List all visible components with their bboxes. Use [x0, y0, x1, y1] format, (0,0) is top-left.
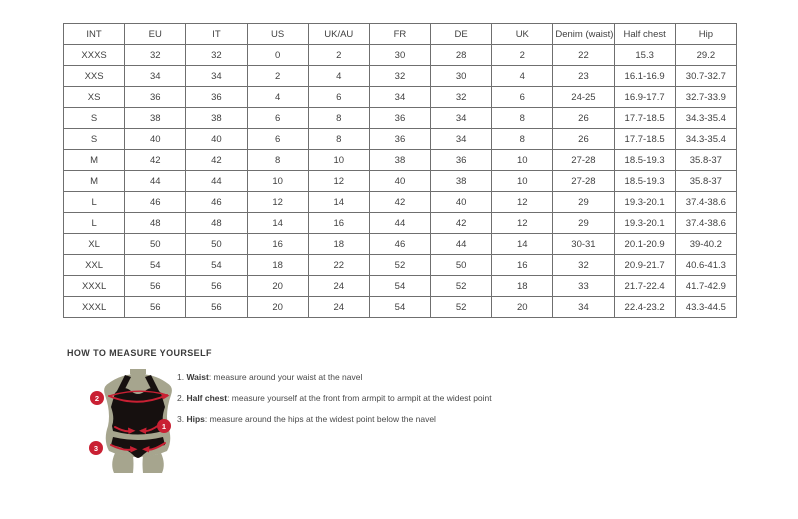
size-value-cell: 8: [308, 108, 369, 129]
size-value-cell: 46: [369, 234, 430, 255]
size-value-cell: 48: [125, 213, 186, 234]
size-value-cell: 29.2: [675, 45, 736, 66]
size-value-cell: 40: [369, 171, 430, 192]
size-value-cell: 56: [125, 276, 186, 297]
table-row: [64, 276, 737, 297]
size-value-cell: 20: [247, 276, 308, 297]
size-value-cell: 22: [553, 45, 614, 66]
size-value-cell: 56: [125, 297, 186, 318]
size-value-cell: 23: [553, 66, 614, 87]
size-label-cell: XS: [64, 87, 125, 108]
table-row: [64, 192, 737, 213]
size-value-cell: 36: [369, 108, 430, 129]
size-value-cell: 16: [492, 255, 553, 276]
size-value-cell: 21.7-22.4: [614, 276, 675, 297]
size-value-cell: 18: [492, 276, 553, 297]
size-label-cell: XL: [64, 234, 125, 255]
size-value-cell: 15.3: [614, 45, 675, 66]
size-value-cell: 20: [492, 297, 553, 318]
size-value-cell: 6: [247, 129, 308, 150]
size-value-cell: 44: [186, 171, 247, 192]
size-label-cell: XXXL: [64, 297, 125, 318]
size-value-cell: 10: [308, 150, 369, 171]
size-value-cell: 42: [431, 213, 492, 234]
size-value-cell: 16.9-17.7: [614, 87, 675, 108]
size-value-cell: 12: [308, 171, 369, 192]
size-value-cell: 52: [431, 297, 492, 318]
size-value-cell: 56: [186, 297, 247, 318]
size-value-cell: 40: [125, 129, 186, 150]
chest-badge-number: 2: [94, 393, 100, 403]
size-value-cell: 10: [492, 171, 553, 192]
size-value-cell: 38: [125, 108, 186, 129]
size-value-cell: 20: [247, 297, 308, 318]
table-row: [64, 129, 737, 150]
size-table: [63, 23, 737, 318]
size-label-cell: L: [64, 213, 125, 234]
size-value-cell: 35.8-37: [675, 150, 736, 171]
size-value-cell: 36: [125, 87, 186, 108]
size-value-cell: 2: [247, 66, 308, 87]
size-value-cell: 34.3-35.4: [675, 108, 736, 129]
step-label: Hips: [186, 414, 205, 424]
size-value-cell: 6: [247, 108, 308, 129]
size-value-cell: 12: [247, 192, 308, 213]
size-value-cell: 46: [186, 192, 247, 213]
size-value-cell: 34: [553, 297, 614, 318]
size-value-cell: 14: [247, 213, 308, 234]
size-value-cell: 24: [308, 276, 369, 297]
measure-step: [177, 414, 517, 425]
size-value-cell: 42: [186, 150, 247, 171]
size-value-cell: 20.9-21.7: [614, 255, 675, 276]
step-number: 2.: [177, 393, 187, 403]
size-label-cell: XXXS: [64, 45, 125, 66]
size-value-cell: 40: [431, 192, 492, 213]
size-value-cell: 34.3-35.4: [675, 129, 736, 150]
size-value-cell: 56: [186, 276, 247, 297]
column-header: DE: [431, 24, 492, 45]
size-value-cell: 16.1-16.9: [614, 66, 675, 87]
size-value-cell: 10: [492, 150, 553, 171]
step-number: 3.: [177, 414, 187, 424]
size-value-cell: 54: [369, 276, 430, 297]
size-value-cell: 52: [431, 276, 492, 297]
size-value-cell: 24: [308, 297, 369, 318]
step-text: : measure around your waist at the navel: [208, 372, 363, 382]
size-value-cell: 18.5-19.3: [614, 150, 675, 171]
size-value-cell: 32: [186, 45, 247, 66]
size-value-cell: 14: [492, 234, 553, 255]
size-label-cell: XXL: [64, 255, 125, 276]
size-value-cell: 38: [431, 171, 492, 192]
measure-heading: HOW TO MEASURE YOURSELF: [67, 348, 212, 358]
size-value-cell: 16: [308, 213, 369, 234]
size-label-cell: L: [64, 192, 125, 213]
measure-step: [177, 372, 517, 383]
size-value-cell: 33: [553, 276, 614, 297]
table-row: [64, 297, 737, 318]
size-value-cell: 2: [492, 45, 553, 66]
size-table-header: [64, 24, 737, 45]
size-label-cell: M: [64, 150, 125, 171]
size-value-cell: 17.7-18.5: [614, 129, 675, 150]
size-value-cell: 54: [125, 255, 186, 276]
size-value-cell: 4: [247, 87, 308, 108]
measure-step: [177, 393, 517, 404]
size-value-cell: 12: [492, 192, 553, 213]
size-value-cell: 17.7-18.5: [614, 108, 675, 129]
size-value-cell: 34: [431, 129, 492, 150]
size-value-cell: 28: [431, 45, 492, 66]
size-value-cell: 4: [492, 66, 553, 87]
size-value-cell: 32: [553, 255, 614, 276]
mannequin-illustration: [88, 368, 188, 480]
size-value-cell: 22.4-23.2: [614, 297, 675, 318]
size-value-cell: 34: [125, 66, 186, 87]
size-value-cell: 37.4-38.6: [675, 192, 736, 213]
size-value-cell: 27-28: [553, 171, 614, 192]
size-value-cell: 30: [369, 45, 430, 66]
size-value-cell: 19.3-20.1: [614, 213, 675, 234]
size-value-cell: 44: [431, 234, 492, 255]
size-value-cell: 18: [308, 234, 369, 255]
size-value-cell: 34: [186, 66, 247, 87]
table-row: [64, 108, 737, 129]
column-header: UK/AU: [308, 24, 369, 45]
size-value-cell: 6: [308, 87, 369, 108]
size-value-cell: 50: [431, 255, 492, 276]
size-value-cell: 30: [431, 66, 492, 87]
size-value-cell: 52: [369, 255, 430, 276]
size-value-cell: 46: [125, 192, 186, 213]
step-number: 1.: [177, 372, 187, 382]
table-row: [64, 66, 737, 87]
size-value-cell: 50: [186, 234, 247, 255]
size-value-cell: 36: [369, 129, 430, 150]
step-label: Half chest: [186, 393, 228, 403]
size-value-cell: 36: [186, 87, 247, 108]
size-value-cell: 27-28: [553, 150, 614, 171]
table-row: [64, 171, 737, 192]
step-text: : measure around the hips at the widest point below the navel: [204, 414, 436, 424]
size-label-cell: XXXL: [64, 276, 125, 297]
size-value-cell: 44: [125, 171, 186, 192]
size-label-cell: M: [64, 171, 125, 192]
size-value-cell: 42: [369, 192, 430, 213]
step-label: Waist: [186, 372, 209, 382]
size-value-cell: 39-40.2: [675, 234, 736, 255]
size-value-cell: 35.8-37: [675, 171, 736, 192]
size-value-cell: 8: [247, 150, 308, 171]
size-value-cell: 54: [186, 255, 247, 276]
size-value-cell: 4: [308, 66, 369, 87]
table-row: [64, 255, 737, 276]
size-value-cell: 44: [369, 213, 430, 234]
size-value-cell: 12: [492, 213, 553, 234]
size-value-cell: 36: [431, 150, 492, 171]
size-label-cell: S: [64, 108, 125, 129]
size-value-cell: 43.3-44.5: [675, 297, 736, 318]
size-value-cell: 38: [369, 150, 430, 171]
size-value-cell: 30-31: [553, 234, 614, 255]
size-label-cell: XXS: [64, 66, 125, 87]
column-header: Denim (waist): [553, 24, 614, 45]
size-value-cell: 29: [553, 192, 614, 213]
measurement-figure: [88, 368, 188, 480]
size-value-cell: 16: [247, 234, 308, 255]
size-value-cell: 29: [553, 213, 614, 234]
size-value-cell: 41.7-42.9: [675, 276, 736, 297]
table-row: [64, 87, 737, 108]
size-value-cell: 48: [186, 213, 247, 234]
header-row: [64, 24, 737, 45]
size-value-cell: 50: [125, 234, 186, 255]
size-table-body: [64, 45, 737, 318]
size-value-cell: 32: [369, 66, 430, 87]
size-value-cell: 18: [247, 255, 308, 276]
size-value-cell: 32.7-33.9: [675, 87, 736, 108]
size-value-cell: 22: [308, 255, 369, 276]
size-value-cell: 32: [431, 87, 492, 108]
size-value-cell: 19.3-20.1: [614, 192, 675, 213]
column-header: UK: [492, 24, 553, 45]
column-header: EU: [125, 24, 186, 45]
size-value-cell: 24-25: [553, 87, 614, 108]
column-header: IT: [186, 24, 247, 45]
size-value-cell: 8: [492, 108, 553, 129]
size-value-cell: 54: [369, 297, 430, 318]
table-row: [64, 45, 737, 66]
column-header: Half chest: [614, 24, 675, 45]
step-text: : measure yourself at the front from armpit to armpit at the widest point: [227, 393, 492, 403]
measure-steps: [177, 372, 517, 435]
size-value-cell: 40.6-41.3: [675, 255, 736, 276]
hips-badge-number: 3: [93, 443, 99, 453]
table-row: [64, 234, 737, 255]
column-header: INT: [64, 24, 125, 45]
column-header: Hip: [675, 24, 736, 45]
size-label-cell: S: [64, 129, 125, 150]
size-value-cell: 14: [308, 192, 369, 213]
size-value-cell: 8: [308, 129, 369, 150]
size-value-cell: 2: [308, 45, 369, 66]
column-header: US: [247, 24, 308, 45]
size-value-cell: 10: [247, 171, 308, 192]
size-value-cell: 8: [492, 129, 553, 150]
size-value-cell: 34: [369, 87, 430, 108]
size-value-cell: 42: [125, 150, 186, 171]
size-value-cell: 18.5-19.3: [614, 171, 675, 192]
size-value-cell: 37.4-38.6: [675, 213, 736, 234]
size-value-cell: 20.1-20.9: [614, 234, 675, 255]
table-row: [64, 150, 737, 171]
column-header: FR: [369, 24, 430, 45]
waist-badge-number: 1: [161, 421, 167, 431]
size-value-cell: 32: [125, 45, 186, 66]
size-value-cell: 26: [553, 129, 614, 150]
table-row: [64, 213, 737, 234]
size-value-cell: 26: [553, 108, 614, 129]
size-value-cell: 40: [186, 129, 247, 150]
size-value-cell: 34: [431, 108, 492, 129]
size-value-cell: 30.7-32.7: [675, 66, 736, 87]
size-value-cell: 38: [186, 108, 247, 129]
size-value-cell: 0: [247, 45, 308, 66]
size-value-cell: 6: [492, 87, 553, 108]
